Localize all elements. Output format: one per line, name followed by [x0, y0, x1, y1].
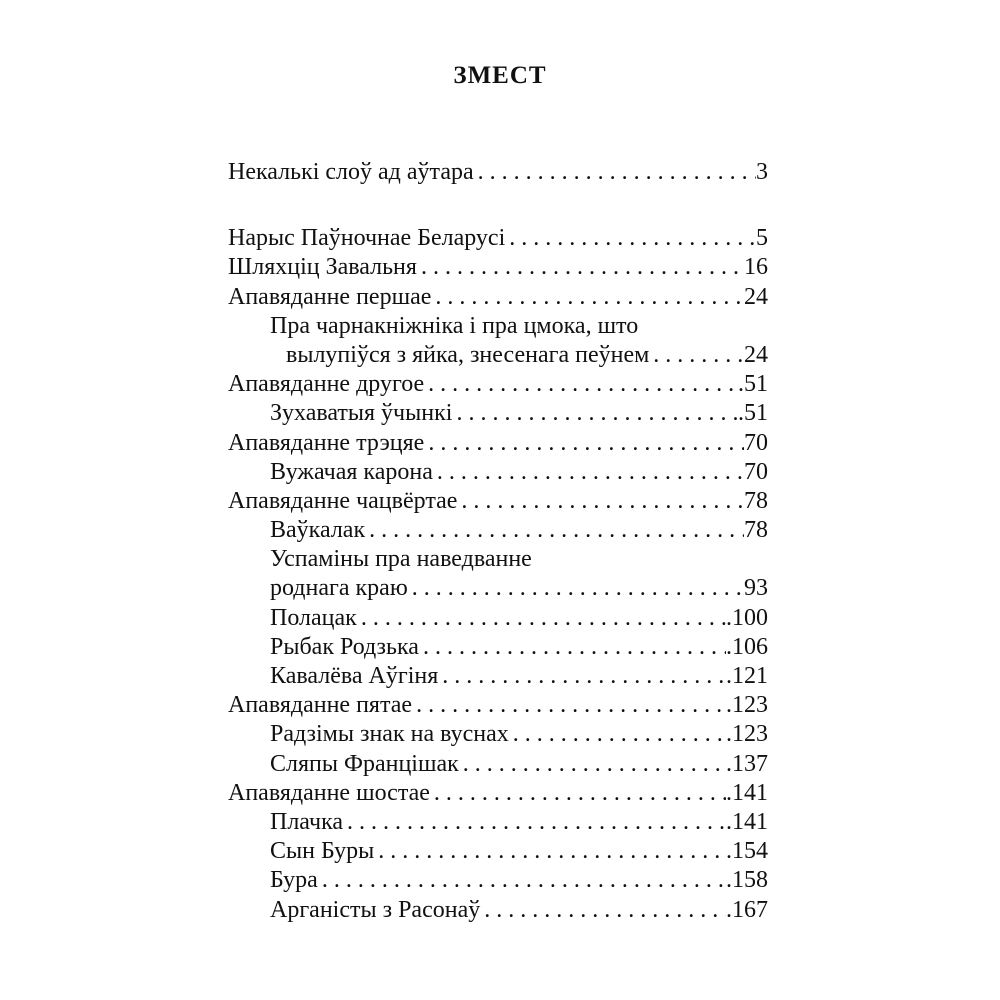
toc-entry-page-number: 24	[744, 341, 768, 368]
toc-entry-title: Плачка	[270, 808, 344, 835]
toc-entry[interactable]	[228, 545, 768, 603]
dot-leader	[461, 487, 744, 516]
toc-entry[interactable]	[228, 633, 768, 662]
toc-entry-title: Арганісты з Расонаў	[270, 896, 481, 923]
toc-entry-page-number: .137	[726, 750, 768, 777]
toc-entry-page-number: .100	[726, 604, 768, 631]
dot-leader	[435, 283, 744, 312]
toc-entry-title: роднага краю	[270, 575, 408, 602]
dot-leader	[437, 458, 744, 487]
toc-entry-page-number: .51	[738, 400, 768, 427]
dot-leader	[434, 779, 726, 808]
toc-entry-title: Шляхціц Завальня	[228, 254, 417, 281]
dot-leader	[378, 837, 726, 866]
dot-leader	[423, 633, 726, 662]
toc-entry-page-number: 70	[744, 429, 768, 456]
toc-entry[interactable]	[228, 750, 768, 779]
toc-entry-title: Апавяданне першае	[228, 283, 432, 310]
dot-leader	[412, 574, 744, 603]
toc-entry[interactable]	[228, 429, 768, 458]
toc-entry[interactable]	[228, 691, 768, 720]
toc-entry-page-number: .141	[726, 808, 768, 835]
toc-entry-title-line1: Пра чарнакніжніка і пра цмока, што	[270, 312, 639, 339]
dot-leader	[347, 808, 726, 837]
dot-leader	[361, 604, 726, 633]
toc-entry[interactable]	[228, 866, 768, 895]
toc-entry[interactable]	[228, 604, 768, 633]
dot-leader	[463, 750, 726, 779]
toc-entry[interactable]	[228, 158, 768, 187]
dot-leader	[509, 224, 756, 253]
toc-entry[interactable]	[228, 487, 768, 516]
toc-entry-title: Ваўкалак	[270, 517, 366, 544]
toc-entry-page-number: .158	[726, 867, 768, 894]
toc-entry[interactable]	[228, 720, 768, 749]
dot-leader	[653, 341, 744, 370]
toc-entry-page-number: .141	[726, 779, 768, 806]
toc-entry-title: Зухаватыя ўчынкі	[270, 400, 453, 427]
toc-entry[interactable]	[228, 516, 768, 545]
toc-entry-page-number: 24	[744, 283, 768, 310]
toc-entry-title: вылупіўся з яйка, знесенага пеўнем	[286, 341, 650, 368]
toc-entry-title: Нарыс Паўночнае Беларусі	[228, 225, 506, 252]
toc-entry-title: Радзімы знак на вуснах	[270, 721, 509, 748]
toc-entry-title: Бура	[270, 867, 318, 894]
toc-entry[interactable]	[228, 283, 768, 312]
toc-entry[interactable]	[228, 370, 768, 399]
toc-entry-title: Некалькі слоў ад аўтара	[228, 159, 474, 185]
toc-entry-page-number: .106	[726, 633, 768, 660]
toc-entry-title: Апавяданне трэцяе	[228, 429, 425, 456]
toc-entry-page-number: 16	[744, 254, 768, 281]
toc-entry-title: Апавяданне пятае	[228, 692, 413, 719]
toc-entry-title-line1: Успаміны пра наведванне	[270, 546, 532, 573]
toc-entry-page-number: .167	[726, 896, 768, 923]
dot-leader	[513, 720, 726, 749]
toc-entry-page-number: 70	[744, 458, 768, 485]
table-of-contents	[228, 158, 768, 925]
toc-entry-page-number: .123	[726, 692, 768, 719]
dot-leader	[478, 158, 756, 187]
toc-entry[interactable]	[228, 896, 768, 925]
toc-entry-title: Рыбак Родзька	[270, 633, 419, 660]
toc-entry-page-number: .154	[726, 838, 768, 865]
toc-entry[interactable]	[228, 399, 768, 428]
toc-entry[interactable]	[228, 837, 768, 866]
dot-leader	[456, 399, 738, 428]
toc-entry[interactable]	[228, 662, 768, 691]
page-title: ЗМЕСТ	[453, 62, 547, 89]
toc-entry-page-number: .121	[726, 663, 768, 690]
dot-leader	[428, 429, 744, 458]
toc-entry-title: Полацак	[270, 604, 357, 631]
toc-entry-page-number: 93	[744, 575, 768, 602]
toc-entry[interactable]	[228, 312, 768, 370]
toc-entry-title: Кавалёва Аўгіня	[270, 663, 439, 690]
toc-entry[interactable]	[228, 253, 768, 282]
toc-entry-title: Вужачая карона	[270, 458, 433, 485]
toc-entry[interactable]	[228, 808, 768, 837]
dot-leader	[416, 691, 726, 720]
toc-entry-page-number: 3	[756, 159, 768, 185]
toc-entry-title: Сляпы Францішак	[270, 750, 459, 777]
toc-entry-page-number: 5	[756, 225, 768, 252]
dot-leader	[322, 866, 726, 895]
toc-entry-title: Апавяданне чацвёртае	[228, 487, 458, 514]
toc-entry-page-number: 78	[744, 487, 768, 514]
dot-leader	[442, 662, 726, 691]
toc-entry-page-number: 78	[744, 517, 768, 544]
toc-entry-page-number: .51	[738, 371, 768, 398]
toc-entry-page-number: .123	[726, 721, 768, 748]
toc-entry[interactable]	[228, 779, 768, 808]
toc-entry-title: Апавяданне шостае	[228, 779, 430, 806]
toc-entry[interactable]	[228, 458, 768, 487]
dot-leader	[428, 370, 738, 399]
toc-entry-title: Сын Буры	[270, 838, 375, 865]
toc-entry[interactable]	[228, 224, 768, 253]
dot-leader	[484, 896, 726, 925]
dot-leader	[369, 516, 744, 545]
toc-entry-title: Апавяданне другое	[228, 371, 425, 398]
dot-leader	[421, 253, 744, 282]
